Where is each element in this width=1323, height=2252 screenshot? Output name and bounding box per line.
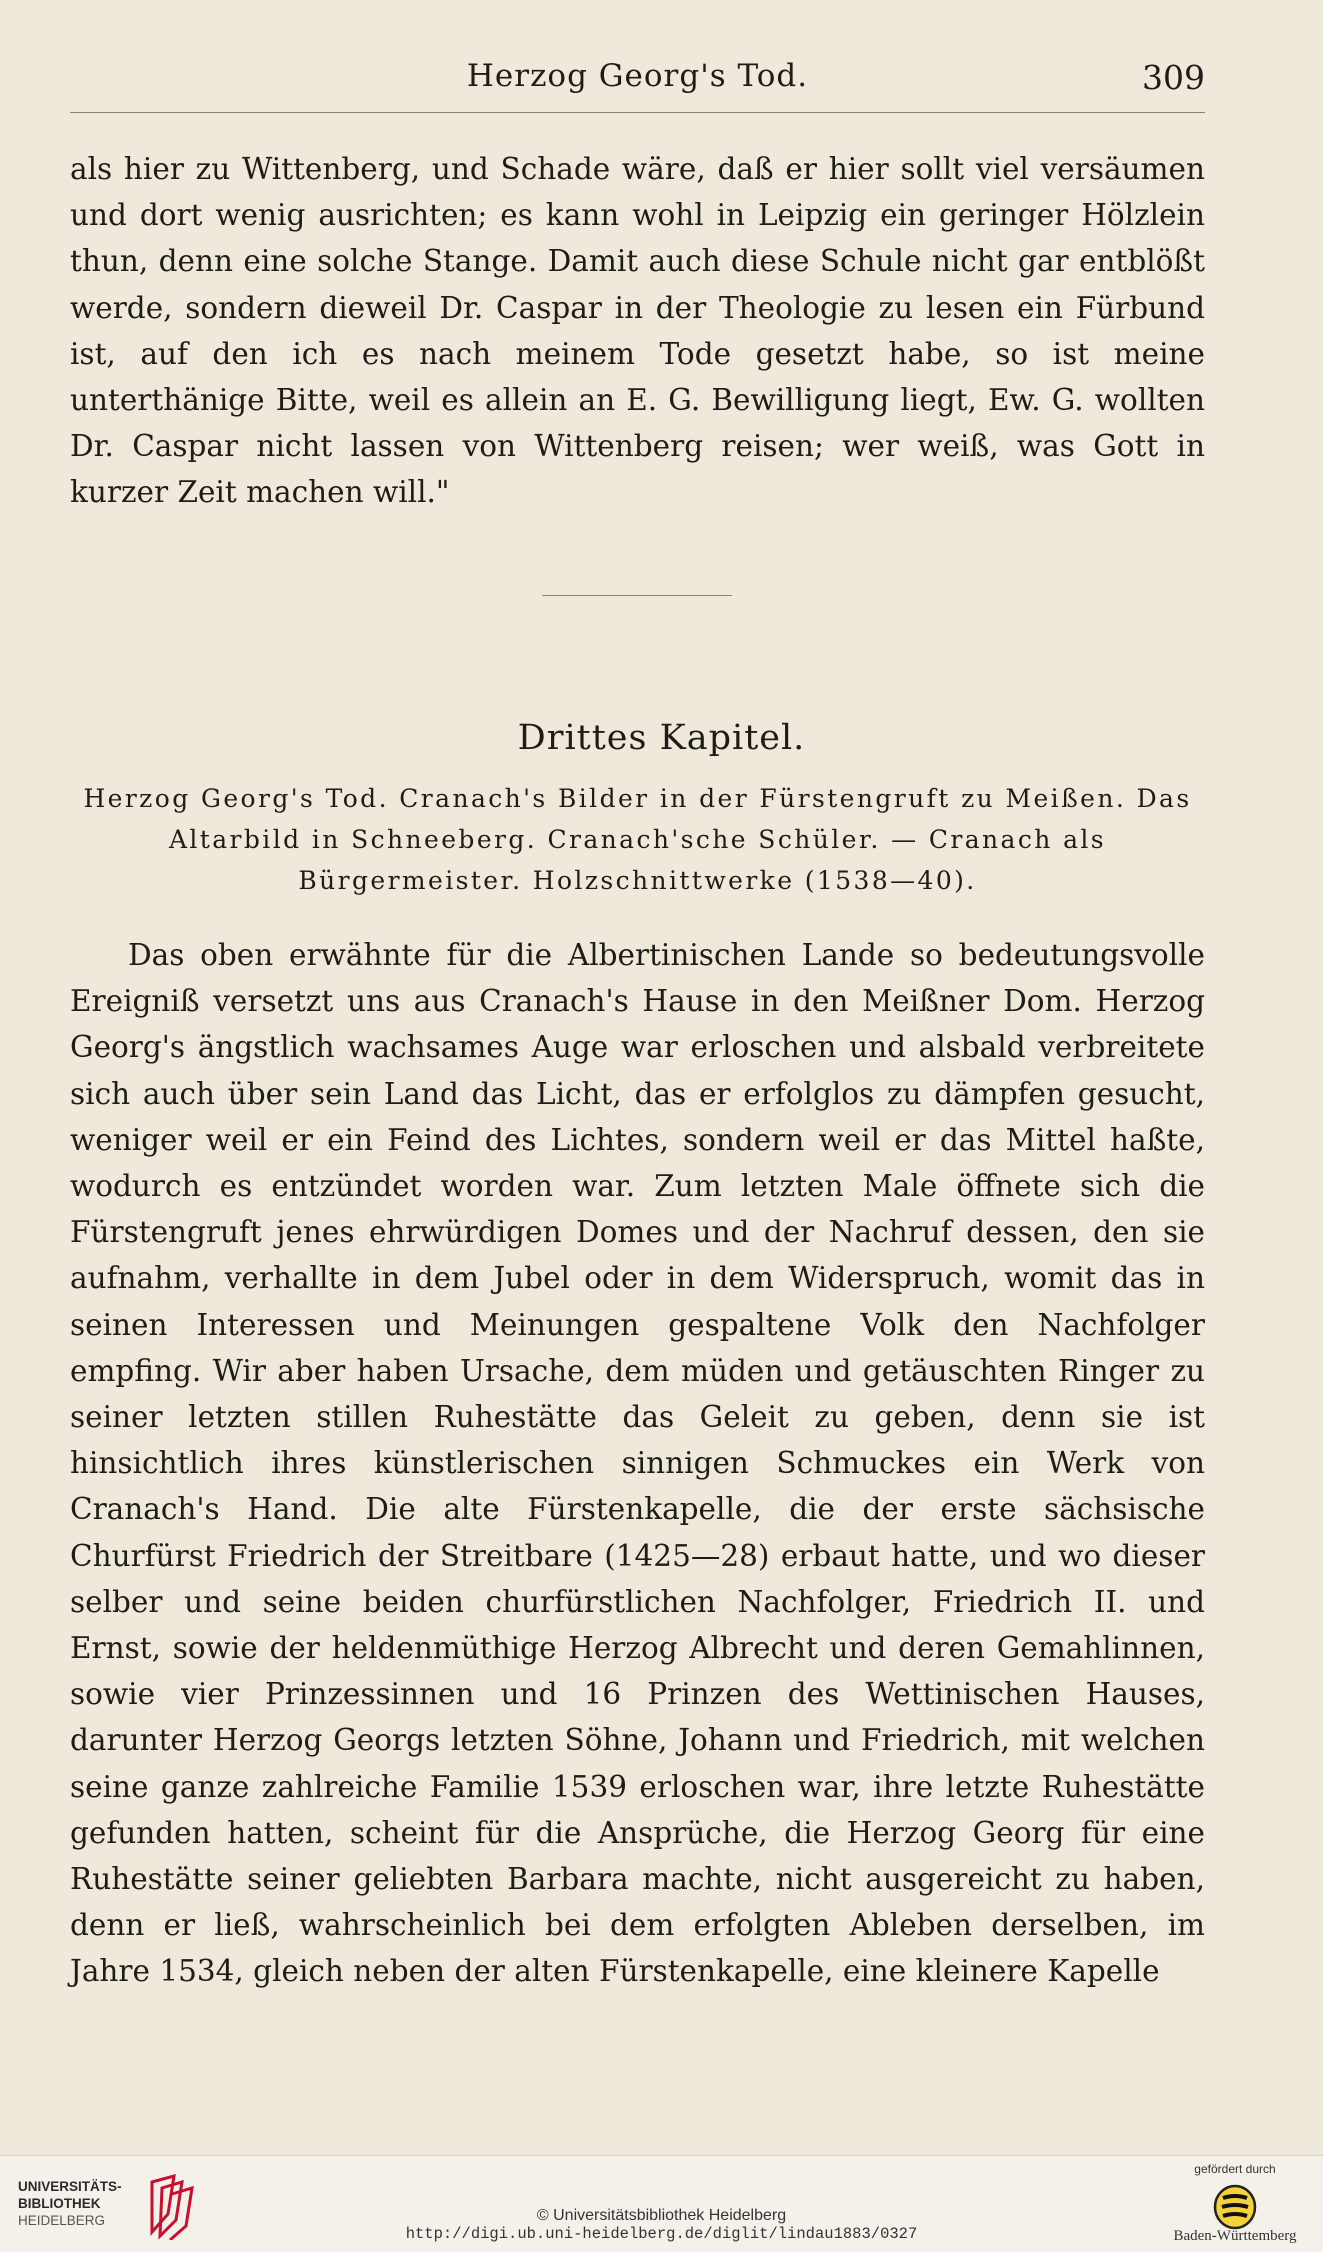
library-name-line: HEIDELBERG: [18, 2213, 106, 2228]
running-head: [70, 58, 1205, 98]
library-name-line: BIBLIOTHEK: [18, 2196, 101, 2211]
digitization-footer: [0, 2155, 1323, 2252]
section-separator: [542, 595, 732, 596]
permalink[interactable]: http://digi.ub.uni-heidelberg.de/diglit/lindau1883/0327: [405, 2225, 918, 2243]
sponsor-caption: gefördert durch: [1194, 2162, 1276, 2176]
state-crest-icon: [1213, 2184, 1257, 2230]
copyright-notice: © Universitätsbibliothek Heidelberg: [536, 2207, 787, 2224]
continued-paragraph: [70, 146, 1205, 516]
page-number: 309: [1142, 58, 1205, 97]
sponsor-name: Baden-Württemberg: [1173, 2228, 1297, 2244]
sponsor-logo[interactable]: [1165, 2162, 1305, 2245]
footer-credits: [0, 2206, 1323, 2244]
running-title: Herzog Georg's Tod.: [466, 58, 809, 94]
chapter-opening-paragraph: [70, 932, 1205, 1995]
paragraph: als hier zu Wittenberg, und Schade wäre, daß er hier sollt viel versäumen und dort wenig ausrichten; es kann wohl in Leipzig ein geringer Hölzlein thun, denn eine solche Stange. Damit auch diese Schule nicht gar entblößt werde, sondern dieweil Dr. Caspar in der Theologie zu lesen ein Fürbund ist, auf den ich es nach meinem Tode gesetzt habe, so ist meine unterthänige Bitte, weil es allein an E. G. Bewilligung liegt, Ew. G. wollten Dr. Caspar nicht lassen von Wittenberg reisen; wer weiß, was Gott in kurzer Zeit machen will.": [70, 152, 1205, 510]
header-rule: [70, 112, 1205, 113]
paragraph: Das oben erwähnte für die Albertinischen Lande so bedeutungsvolle Ereigniß versetzt uns aus Cranach's Hause in den Meißner Dom. Herzog Georg's ängstlich wachsames Auge war erloschen und alsbald verbreitete sich auch über sein Land das Licht, das er erfolglos zu dämpfen gesucht, weniger weil er ein Feind des Lichtes, sondern weil er das Mittel haßte, wodurch es entzündet worden war. Zum letzten Male öffnete sich die Fürstengruft jenes ehrwürdigen Domes und der Nachruf dessen, den sie aufnahm, verhallte in dem Jubel oder in dem Widerspruch, womit das in seinen Interessen und Meinungen gespaltene Volk den Nachfolger empfing. Wir aber haben Ursache, dem müden und getäuschten Ringer zu seiner letzten stillen Ruhestätte das Geleit zu geben, denn sie ist hinsichtlich ihres künstlerischen sinnigen Schmuckes ein Werk von Cranach's Hand. Die alte Fürstenkapelle, die der erste sächsische Churfürst Friedrich der Streitbare (1425—28) erbaut hatte, und wo dieser selber und seine beiden churfürstlichen Nachfolger, Friedrich II. und Ernst, sowie der heldenmüthige Herzog Albrecht und deren Gemahlinnen, sowie vier Prinzessinnen und 16 Prinzen des Wettinischen Hauses, darunter Herzog Georgs letzten Söhne, Johann und Friedrich, mit welchen seine ganze zahlreiche Familie 1539 erloschen war, ihre letzte Ruhestätte gefunden hatten, scheint für die Ansprüche, die Herzog Georg für eine Ruhestätte seiner geliebten Barbara machte, nicht ausgereicht zu haben, denn er ließ, wahrscheinlich bei dem erfolgten Ableben derselben, im Jahre 1534, gleich neben der alten Fürstenkapelle, eine kleinere Kapelle: [70, 938, 1205, 1989]
chapter-title: Drittes Kapitel.: [517, 718, 806, 758]
chapter-summary: Herzog Georg's Tod. Cranach's Bilder in der Fürstengruft zu Meißen. Das Altarbild in Schneeberg. Cranach'sche Schüler. — Cranach als Bürgermeister. Holzschnittwerke (1538—40).: [83, 784, 1192, 895]
library-name-line: UNIVERSITÄTS-: [18, 2179, 122, 2194]
